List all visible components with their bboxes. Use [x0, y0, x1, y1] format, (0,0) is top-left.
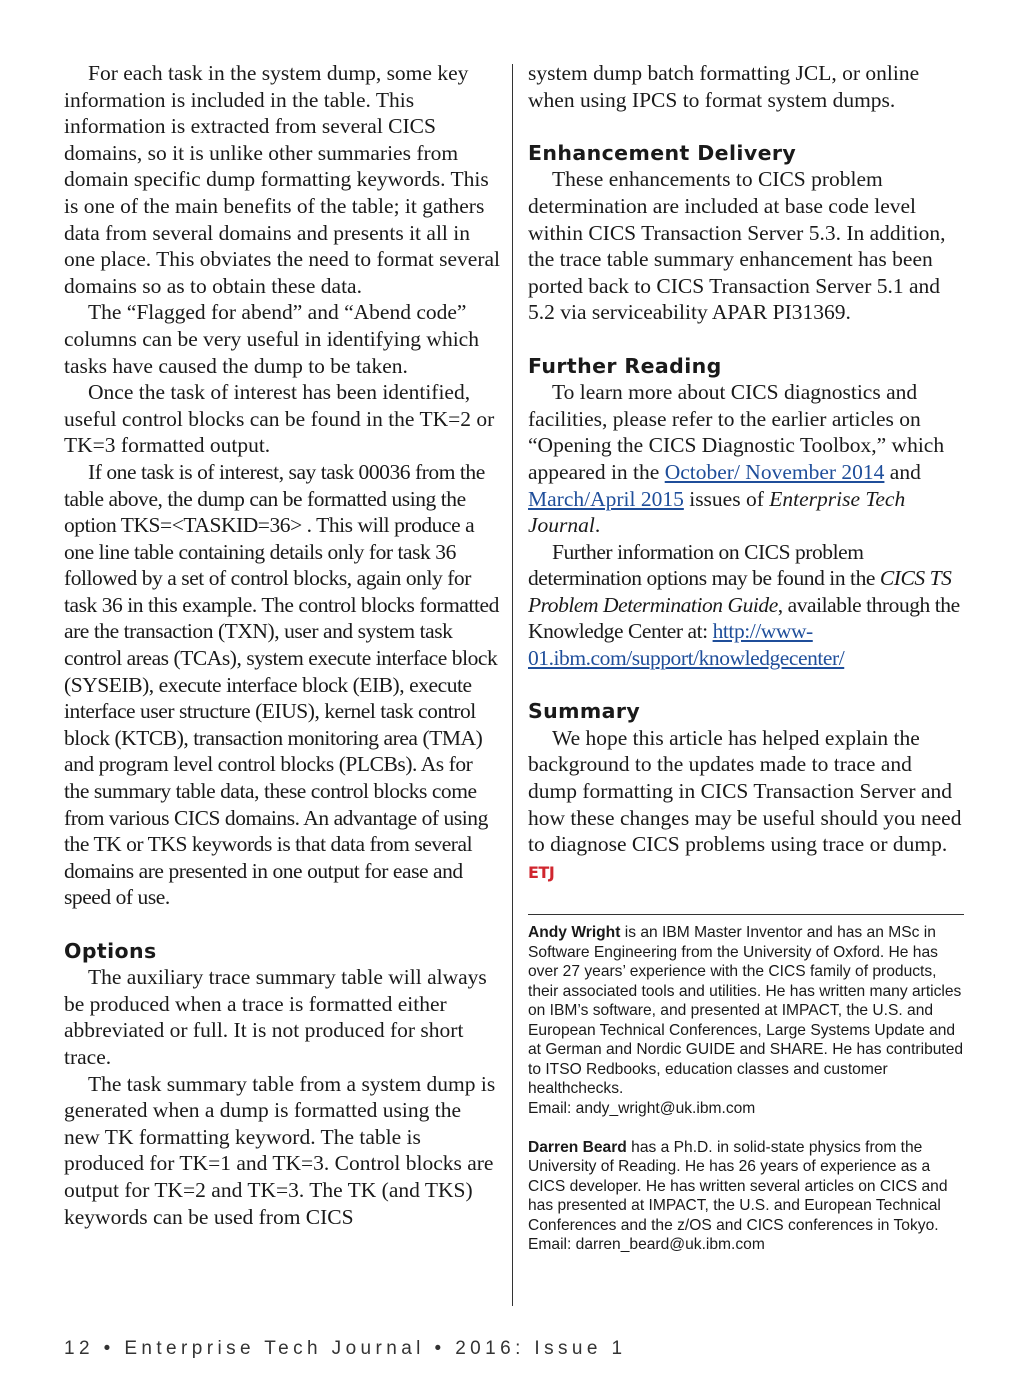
paragraph-tks-option: If one task is of interest, say task 00036 from the table above, the dump can be formatted using the option TKS=<TASKID=36> . This will produce a one line table containing details only for task 36 followed by a set of control blocks, again only for task 36 in this example. The control blocks formatted are the transaction (TXN), user and system task control areas (TCAs), system execute interface block (SYSEIB), execute interface block (EIB), execute interface user structure (EIUS), kernel task control block (KTCB), transaction monitoring area (TMA) and program level control blocks (PLCBs). As for the summary table data, these control blocks come from various CICS domains. An advantage of using the TK or TKS keywords is that data from several domains are presented in one output for ease and speed of use. [64, 459, 499, 910]
link-march-april-2015[interactable]: March/April 2015 [528, 486, 684, 511]
heading-enhancement-delivery: Enhancement Delivery [528, 140, 797, 165]
link-knowledge-center[interactable]: http://www-01.ibm.com/support/knowledgecenter/ [528, 619, 845, 671]
left-column [64, 60, 500, 1230]
spacer [528, 672, 964, 699]
paragraph-abend-columns: The “Flagged for abend” and “Abend code” columns can be very useful in identifying which tasks have caused the dump to be taken. [64, 300, 479, 378]
spacer [528, 1118, 964, 1138]
author-email: Email: darren_beard@uk.ibm.com [528, 1236, 765, 1254]
spacer [64, 911, 500, 938]
heading-options: Options [64, 938, 157, 963]
paragraph-summary [528, 725, 964, 887]
text-segment: issues of [683, 486, 770, 511]
text-segment: Further information on CICS problem determination options may be found in the [528, 539, 880, 591]
bio-text: is an IBM Master Inventor and has an MSc in Software Engineering from the University of Oxford. He has over 27 years’ experience with the CICS family of products, their associated tools and utilities. He has written many articles on IBM’s software, and presented at IMPACT, the U.S. and European Technical Conferences, Large Systems Update and at German and Nordic GUIDE and SHARE. He has contributed to ITSO Redbooks, education classes and customer healthchecks. [528, 924, 964, 1098]
link-october-november-2014[interactable]: October/ November 2014 [664, 459, 885, 484]
bio-darren-beard [528, 1138, 964, 1255]
spacer [528, 113, 964, 140]
text-segment: . [594, 513, 601, 538]
paragraph-delivery: These enhancements to CICS problem determination are included at base code level within CICS Transaction Server 5.3. In addition, the trace table summary enhancement has been ported back to CICS Transaction Server 5.1 and 5.2 via serviceability APAR PI31369. [528, 167, 946, 325]
text-segment: , available through the Knowledge Center at: [528, 592, 960, 644]
author-name: Darren Beard [528, 1138, 627, 1156]
etj-end-mark: ETJ [528, 862, 555, 882]
guide-title: CICS TS Problem Determination Guide [528, 566, 952, 617]
paragraph-task-summary: The task summary table from a system dump is generated when a dump is formatted using the new TK formatting keyword. The table is produced for TK=1 and TK=3. Control blocks are output for TK=2 and TK=3. The TK (and TKS) keywords can be used from CICS [64, 1071, 496, 1229]
paragraph-earlier-articles [528, 379, 964, 539]
text-segment: and [884, 459, 921, 484]
right-column [528, 60, 964, 1255]
paragraph-task-info: For each task in the system dump, some key information is included in the table. This information is extracted from several CICS domains, so it is unlike other summaries from domain specific dump formatting keywords. This is one of the main benefits of the table; it gathers data from several domains and presents it all in one place. This obviates the need to format several domains so as to obtain these data. [64, 61, 501, 298]
author-name: Andy Wright [528, 924, 621, 942]
heading-further-reading: Further Reading [528, 353, 722, 378]
paragraph-aux-trace: The auxiliary trace summary table will always be produced when a trace is formatted either abbreviated or full. It is not produced for short trace. [64, 965, 487, 1069]
page-footer: 12 • Enterprise Tech Journal • 2016: Issue 1 [64, 1338, 627, 1359]
bio-text: has a Ph.D. in solid-state physics from the University of Reading. He has 26 years of experience as a CICS developer. He has written several articles on CICS and has presented at IMPACT, the U.S. and European Technical Conferences and the z/OS and CICS conferences in Tokyo. [528, 1138, 948, 1234]
paragraph-further-info [528, 539, 964, 672]
paragraph-batch-formatting: system dump batch formatting JCL, or online when using IPCS to format system dumps. [528, 61, 920, 112]
spacer [528, 326, 964, 353]
text-segment: To learn more about CICS diagnostics and facilities, please refer to the earlier articles on “Opening the CICS Diagnostic Toolbox,” which appeared in the [528, 380, 945, 484]
heading-summary: Summary [528, 699, 641, 724]
bio-andy-wright [528, 923, 964, 1118]
column-divider [512, 64, 513, 1306]
text-segment: We hope this article has helped explain the background to the updates made to trace and dump formatting in CICS Transaction Server and how these changes may be useful should you need to diagnose CICS problems using trace or dump. [528, 725, 962, 857]
bio-divider [528, 914, 964, 915]
journal-title: Enterprise Tech Journal [528, 486, 906, 538]
author-email: Email: andy_wright@uk.ibm.com [528, 1099, 756, 1117]
paragraph-task-of-interest: Once the task of interest has been identified, useful control blocks can be found in the TK=2 or TK=3 formatted output. [64, 380, 495, 458]
